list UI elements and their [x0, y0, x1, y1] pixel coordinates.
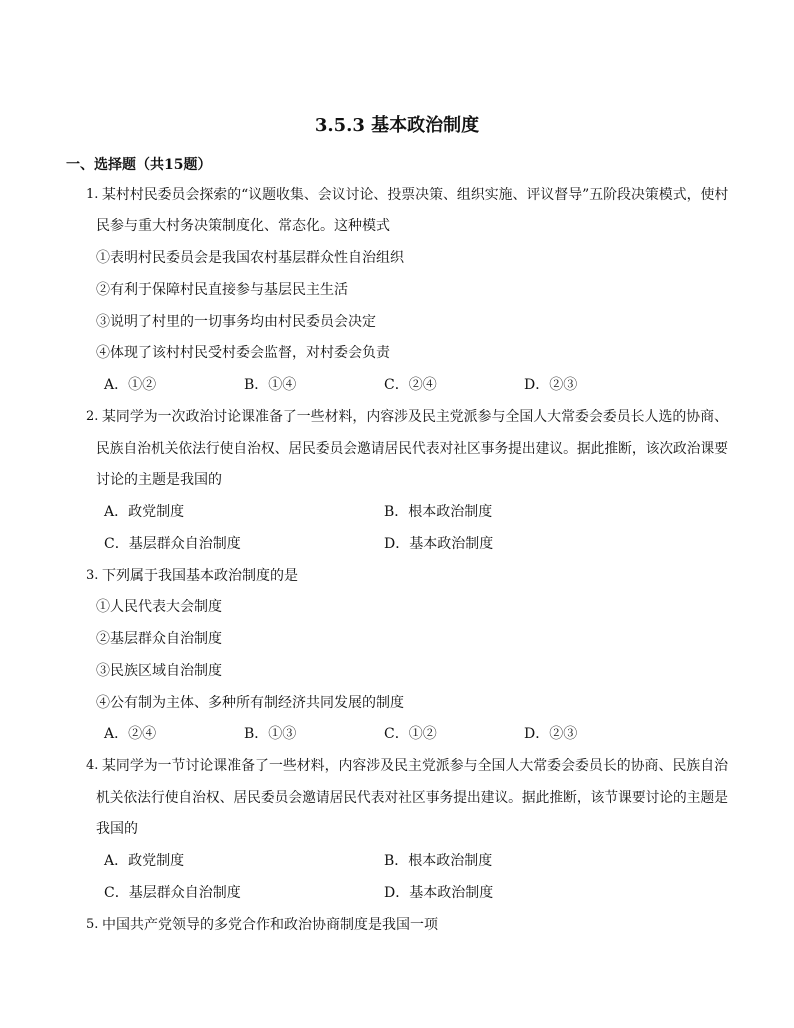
statement-item: ③说明了村里的一切事务均由村民委员会决定 — [96, 314, 376, 330]
question-text: 民族自治机关依法行使自治权、居民委员会邀请居民代表对社区事务提出建议。据此推断，该次政治课要 — [96, 441, 729, 457]
question-text: 民参与重大村务决策制度化、常态化。这种模式 — [96, 218, 390, 234]
answer-option[interactable]: D．②③ — [524, 377, 578, 393]
answer-option[interactable]: B．①③ — [244, 726, 297, 742]
answer-option[interactable]: A．②④ — [104, 726, 157, 742]
question-number: 3. — [86, 568, 99, 583]
answer-option[interactable]: B．根本政治制度 — [384, 853, 493, 869]
question-text: 中国共产党领导的多党合作和政治协商制度是我国一项 — [102, 917, 438, 933]
question-number: 2. — [86, 409, 99, 424]
question-text: 下列属于我国基本政治制度的是 — [102, 568, 298, 584]
question-number: 1. — [86, 187, 99, 202]
answer-option[interactable]: D．基本政治制度 — [384, 885, 494, 901]
answer-option[interactable]: A．①② — [104, 377, 157, 393]
statement-item: ①表明村民委员会是我国农村基层群众性自治组织 — [96, 250, 404, 266]
statement-item: ①人民代表大会制度 — [96, 599, 222, 615]
answer-option[interactable]: C．基层群众自治制度 — [104, 885, 241, 901]
question-number: 5. — [86, 917, 99, 932]
answer-option[interactable]: B．①④ — [244, 377, 297, 393]
statement-item: ④体现了该村村民受村委会监督，对村委会负责 — [96, 345, 390, 361]
answer-option[interactable]: D．②③ — [524, 726, 578, 742]
statement-item: ②基层群众自治制度 — [96, 631, 222, 647]
answer-option[interactable]: C．①② — [384, 726, 437, 742]
statement-item: ④公有制为主体、多种所有制经济共同发展的制度 — [96, 695, 404, 711]
question-number: 4. — [86, 758, 99, 773]
answer-option[interactable]: C．基层群众自治制度 — [104, 536, 241, 552]
answer-option[interactable]: A．政党制度 — [104, 504, 185, 520]
question-text: 我国的 — [96, 821, 138, 837]
answer-option[interactable]: C．②④ — [384, 377, 437, 393]
statement-item: ②有利于保障村民直接参与基层民主生活 — [96, 282, 348, 298]
page-title: 3.5.3 基本政治制度 — [314, 115, 480, 136]
answer-option[interactable]: D．基本政治制度 — [384, 536, 494, 552]
question-text: 机关依法行使自治权、居民委员会邀请居民代表对社区事务提出建议。据此推断，该节课要讨论的主题是 — [96, 790, 729, 806]
question-text: 讨论的主题是我国的 — [96, 472, 222, 488]
answer-option[interactable]: B．根本政治制度 — [384, 504, 493, 520]
question-text: 某村村民委员会探索的“议题收集、会议讨论、投票决策、组织实施、评议督导”五阶段决策模式，使村 — [102, 187, 729, 203]
question-text: 某同学为一节讨论课准备了一些材料，内容涉及民主党派参与全国人大常委会委员长的协商、民族自治 — [102, 758, 729, 774]
section-heading: 一、选择题（共15题） — [66, 157, 212, 173]
statement-item: ③民族区域自治制度 — [96, 663, 222, 679]
answer-option[interactable]: A．政党制度 — [104, 853, 185, 869]
question-text: 某同学为一次政治讨论课准备了一些材料，内容涉及民主党派参与全国人大常委会委员长人选的协商、 — [102, 409, 729, 425]
